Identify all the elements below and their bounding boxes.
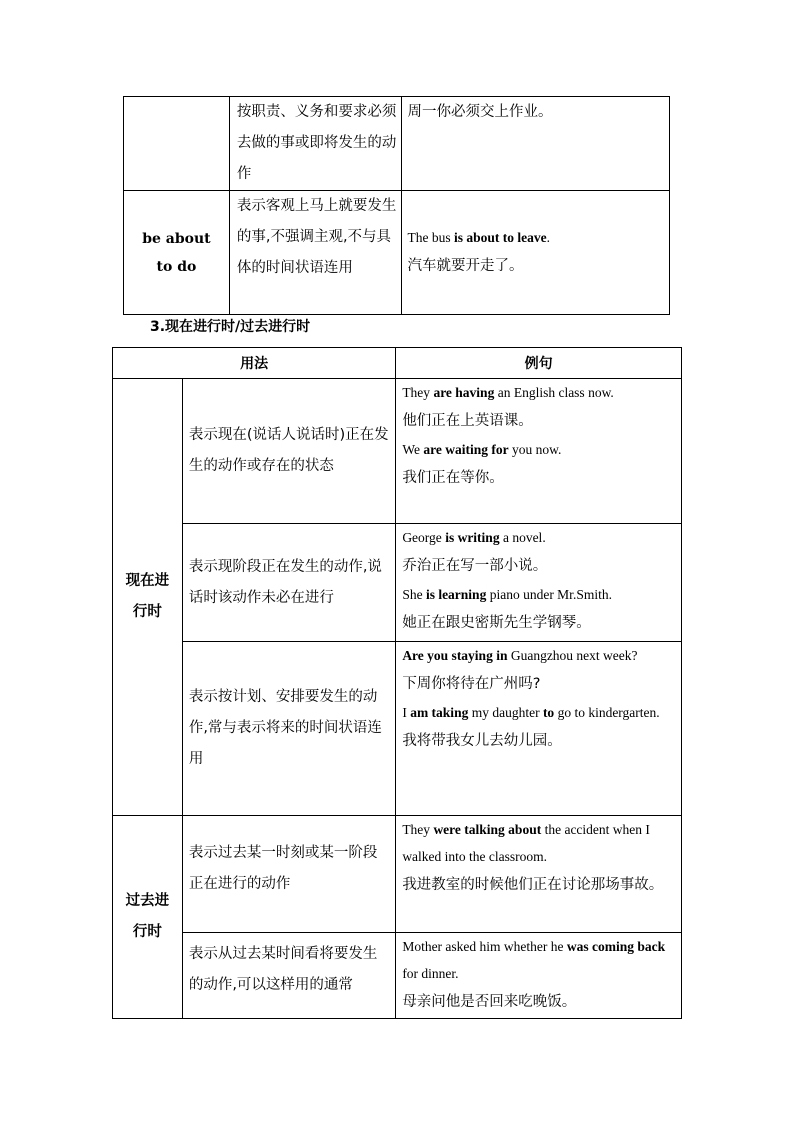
- example-key-phrase: to: [542, 705, 555, 720]
- example-text: I: [402, 705, 411, 720]
- example-cn: 汽车就要开走了。: [407, 258, 524, 274]
- form-cell: [124, 191, 230, 315]
- example-en: [402, 642, 675, 669]
- example-key-phrase: is learning: [425, 587, 487, 602]
- table-row: [113, 379, 682, 524]
- example-text: George: [402, 530, 446, 545]
- header-example: 例句: [396, 348, 682, 379]
- example-cell: [396, 379, 682, 524]
- example-text: the accident when I walked into the classroom.: [402, 822, 650, 864]
- tense-label-line: 行时: [132, 924, 162, 940]
- example-text: go to kindergarten.: [554, 705, 660, 720]
- example-key-phrase: are having: [433, 385, 495, 400]
- example-text: an English class now.: [494, 385, 614, 400]
- example-cn: 乔治正在写一部小说。: [402, 558, 548, 574]
- usage-cell: [182, 642, 395, 816]
- usage-cell: [182, 933, 395, 1019]
- table-row: [113, 933, 682, 1019]
- example-cell: [396, 524, 682, 642]
- example-cell: [401, 97, 669, 191]
- example-text: for dinner.: [402, 966, 459, 981]
- example-cn: 我们正在等你。: [402, 470, 504, 486]
- example-cell: [396, 933, 682, 1019]
- example-key-phrase: am taking: [410, 705, 469, 720]
- usage-text: 表示现阶段正在发生的动作,说话时该动作未必在进行: [188, 558, 382, 606]
- table-row: [124, 97, 670, 191]
- section-heading: 3.现在进行时/过去进行时: [150, 319, 311, 335]
- example-key-phrase: were talking about: [433, 822, 542, 837]
- example-cn: 周一你必须交上作业。: [407, 104, 553, 120]
- table-row: [113, 816, 682, 933]
- usage-text: 表示客观上马上就要发生的事,不强调主观,不与具体的时间状语连用: [236, 198, 397, 276]
- modal-usage-table: [123, 96, 670, 315]
- example-key-phrase: Are you staying in: [402, 648, 508, 663]
- example-text: The bus: [407, 230, 455, 245]
- example-text: Guangzhou next week?: [507, 648, 638, 663]
- example-cn: 我将带我女儿去幼儿园。: [402, 733, 562, 749]
- example-text: my daughter: [468, 705, 543, 720]
- tense-label-line: 现在进: [125, 573, 170, 589]
- example-key-phrase: was coming back: [566, 939, 666, 954]
- example-en: [402, 699, 675, 726]
- usage-cell: [229, 97, 401, 191]
- example-text: .: [546, 230, 551, 245]
- example-text: We: [402, 442, 424, 457]
- example-en: [402, 581, 675, 608]
- usage-cell: [182, 524, 395, 642]
- usage-cell: [229, 191, 401, 315]
- example-cell: [396, 816, 682, 933]
- example-cell: [396, 642, 682, 816]
- table-row: [113, 642, 682, 816]
- example-cell: [401, 191, 669, 315]
- usage-text: 表示现在(说话人说话时)正在发生的动作或存在的状态: [188, 427, 389, 474]
- tense-label-line: 过去进: [125, 893, 170, 909]
- example-key-phrase: are waiting for: [423, 442, 509, 457]
- example-text: you now.: [508, 442, 562, 457]
- example-text: piano under Mr.Smith.: [486, 587, 612, 602]
- tense-label-present: [113, 379, 183, 816]
- header-row: [113, 348, 682, 379]
- example-cn: 他们正在上英语课。: [402, 413, 533, 429]
- table-row: [113, 524, 682, 642]
- example-cn: 她正在跟史密斯先生学钢琴。: [402, 615, 591, 631]
- example-en: [408, 224, 663, 251]
- example-text: Mother asked him whether he: [402, 939, 567, 954]
- example-en: [402, 524, 675, 551]
- usage-text: 表示按计划、安排要发生的动作,常与表示将来的时间状语连用: [188, 689, 382, 767]
- form-cell: [124, 97, 230, 191]
- example-text: a novel.: [499, 530, 546, 545]
- table-row: [124, 191, 670, 315]
- example-en: [402, 379, 675, 406]
- example-en: [402, 933, 675, 987]
- header-usage: 用法: [113, 348, 396, 379]
- example-cn: 母亲问他是否回来吃晚饭。: [402, 994, 577, 1010]
- example-text: They: [402, 385, 434, 400]
- example-en: [402, 816, 675, 870]
- usage-cell: [182, 816, 395, 933]
- example-key-phrase: is about to leave: [454, 230, 547, 245]
- tense-label-past: [113, 816, 183, 1019]
- usage-text: 表示从过去某时间看将要发生的动作,可以这样用的通常: [188, 946, 378, 993]
- example-en: [402, 436, 567, 463]
- example-key-phrase: is writing: [445, 530, 500, 545]
- example-cn: 我进教室的时候他们正在讨论那场事故。: [402, 877, 664, 893]
- example-cn: 下周你将待在广州吗?: [402, 676, 541, 692]
- example-text: They: [402, 822, 434, 837]
- usage-text: 按职责、义务和要求必须去做的事或即将发生的动作: [236, 104, 397, 182]
- tense-label-line: 行时: [132, 604, 162, 620]
- form-line: be about: [142, 230, 211, 247]
- usage-cell: [182, 379, 395, 524]
- example-text: She: [402, 587, 426, 602]
- progressive-tense-table: [112, 347, 682, 1019]
- usage-text: 表示过去某一时刻或某一阶段正在进行的动作: [188, 845, 378, 892]
- form-line: to do: [156, 258, 197, 275]
